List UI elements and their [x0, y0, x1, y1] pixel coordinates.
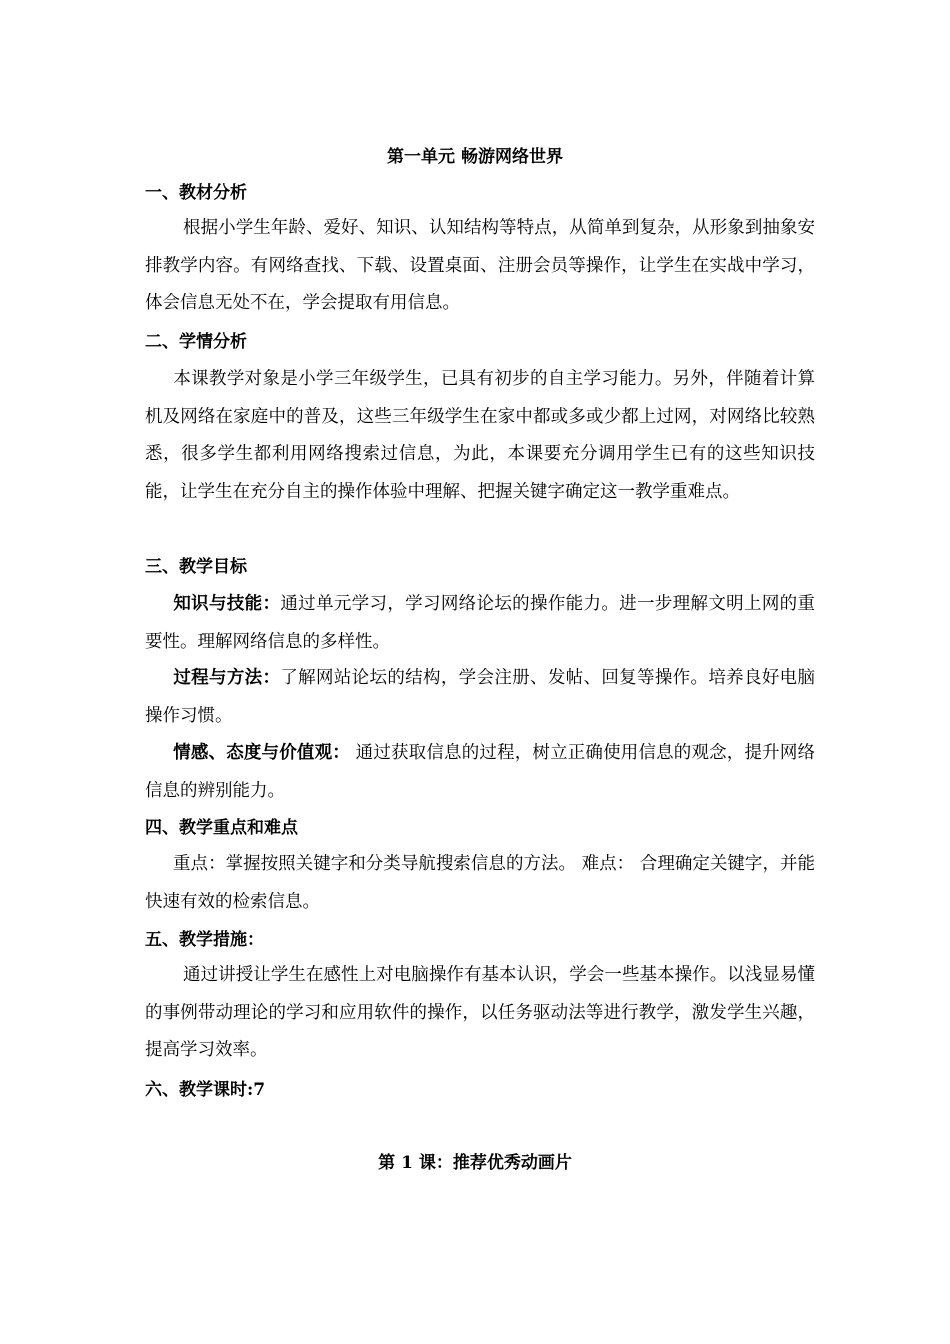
goal-knowledge-text: 通过单元学习，学习网络论坛的操作能力。进一步理解文明上网的重要性。理解网络信息的多样性。 [145, 594, 816, 652]
goal-emotion-values [145, 735, 815, 810]
unit-title: 第一单元 畅游网络世界 [387, 147, 563, 167]
goal-process-label: 过程与方法： [173, 668, 281, 688]
section-body-teaching-measures [145, 957, 815, 1070]
section-body-key-points [145, 846, 815, 921]
section-body-textbook-analysis [145, 210, 815, 323]
goal-process-methods [145, 660, 815, 735]
lesson-title: 第 1 课：推荐优秀动画片 [378, 1153, 572, 1173]
teaching-measures-text: 通过讲授让学生在感性上对电脑操作有基本认识，学会一些基本操作。以浅显易懂的事例带动理论的学习和应用软件的操作，以任务驱动法等进行教学，激发学生兴趣，提高学习效率。 [145, 965, 815, 1060]
textbook-analysis-text: 根据小学生年龄、爱好、知识、认知结构等特点，从简单到复杂，从形象到抽象安排教学内容。有网络查找、下载、设置桌面、注册会员等操作，让学生在实战中学习，体会信息无处不在，学会提取有用信息。 [145, 218, 815, 313]
section-heading-class-hours: 六、教学课时:7 [145, 1080, 266, 1100]
section-heading-teaching-measures: 五、教学措施： [145, 930, 264, 950]
goal-emotion-text: 通过获取信息的过程，树立正确使用信息的观念，提升网络信息的辨别能力。 [145, 743, 816, 801]
goal-knowledge-label: 知识与技能： [173, 594, 281, 614]
learner-analysis-text: 本课教学对象是小学三年级学生，已具有初步的自主学习能力。另外，伴随着计算机及网络在家庭中的普及，这些三年级学生在家中都或多或少都上过网，对网络比较熟悉，很多学生都利用网络搜索过信息，为此，本课要充分调用学生已有的这些知识技能，让学生在充分自主的操作体验中理解、把握关键字确定这一教学重难点。 [145, 369, 815, 502]
section-body-learner-analysis [145, 361, 815, 511]
section-heading-teaching-goals: 三、教学目标 [145, 557, 247, 577]
goal-knowledge-skills [145, 586, 815, 661]
section-heading-textbook-analysis: 一、教材分析 [145, 183, 247, 203]
section-heading-key-points: 四、教学重点和难点 [145, 818, 298, 838]
goal-process-text: 了解网站论坛的结构，学会注册、发帖、回复等操作。培养良好电脑操作习惯。 [145, 668, 816, 726]
key-points-text: 重点：掌握按照关键字和分类导航搜索信息的方法。 难点： 合理确定关键字，并能快速有效的检索信息。 [145, 854, 815, 912]
section-heading-learner-analysis: 二、学情分析 [145, 332, 247, 352]
goal-emotion-label: 情感、态度与价值观： [173, 743, 350, 763]
